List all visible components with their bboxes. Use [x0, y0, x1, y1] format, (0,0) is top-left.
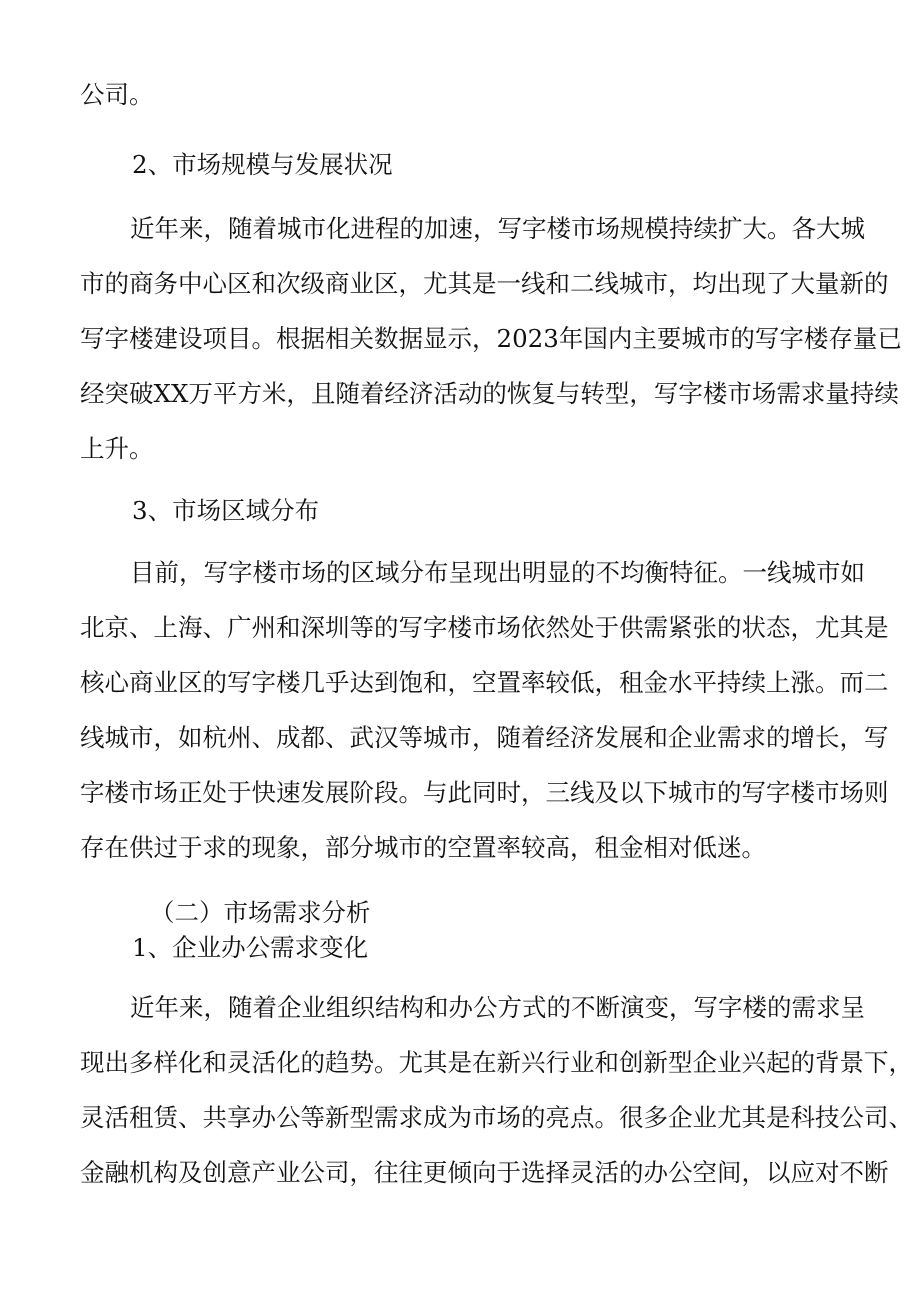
paragraph-line: 核心商业区的写字楼几乎达到饱和，空置率较低，租金水平持续上涨。而二	[80, 668, 889, 697]
paragraph-line: 公司。	[80, 80, 154, 109]
paragraph-line: 写字楼建设项目。根据相关数据显示，2023年国内主要城市的写字楼存量已	[80, 324, 902, 353]
paragraph-line: 金融机构及创意产业公司，往往更倾向于选择灵活的办公空间，以应对不断	[80, 1158, 889, 1187]
paragraph-line: 现出多样化和灵活化的趋势。尤其是在新兴行业和创新型企业兴起的背景下，	[80, 1048, 913, 1077]
paragraph-line: 北京、上海、广州和深圳等的写字楼市场依然处于供需紧张的状态，尤其是	[80, 613, 889, 642]
paragraph-line: 存在供过于求的现象，部分城市的空置率较高，租金相对低迷。	[80, 833, 766, 862]
section-heading: 3、市场区域分布	[132, 496, 320, 525]
paragraph-first-line: 目前，写字楼市场的区域分布呈现出明显的不均衡特征。一线城市如	[130, 558, 865, 587]
paragraph-line: 线城市，如杭州、成都、武汉等城市，随着经济发展和企业需求的增长，写	[80, 723, 889, 752]
paragraph-line: 上升。	[80, 434, 154, 463]
section-heading: 1、企业办公需求变化	[132, 933, 369, 962]
paragraph-line: 市的商务中心区和次级商业区，尤其是一线和二线城市，均出现了大量新的	[80, 269, 889, 298]
section-heading: 2、市场规模与发展状况	[132, 150, 393, 179]
subsection-heading: （二）市场需求分析	[150, 898, 371, 927]
paragraph-first-line: 近年来，随着企业组织结构和办公方式的不断演变，写字楼的需求呈	[130, 993, 865, 1022]
paragraph-line: 经突破XX万平方米，且随着经济活动的恢复与转型，写字楼市场需求量持续	[80, 379, 899, 408]
paragraph-line: 字楼市场正处于快速发展阶段。与此同时，三线及以下城市的写字楼市场则	[80, 778, 889, 807]
paragraph-first-line: 近年来，随着城市化进程的加速，写字楼市场规模持续扩大。各大城	[130, 214, 865, 243]
paragraph-line: 灵活租赁、共享办公等新型需求成为市场的亮点。很多企业尤其是科技公司、	[80, 1103, 913, 1132]
